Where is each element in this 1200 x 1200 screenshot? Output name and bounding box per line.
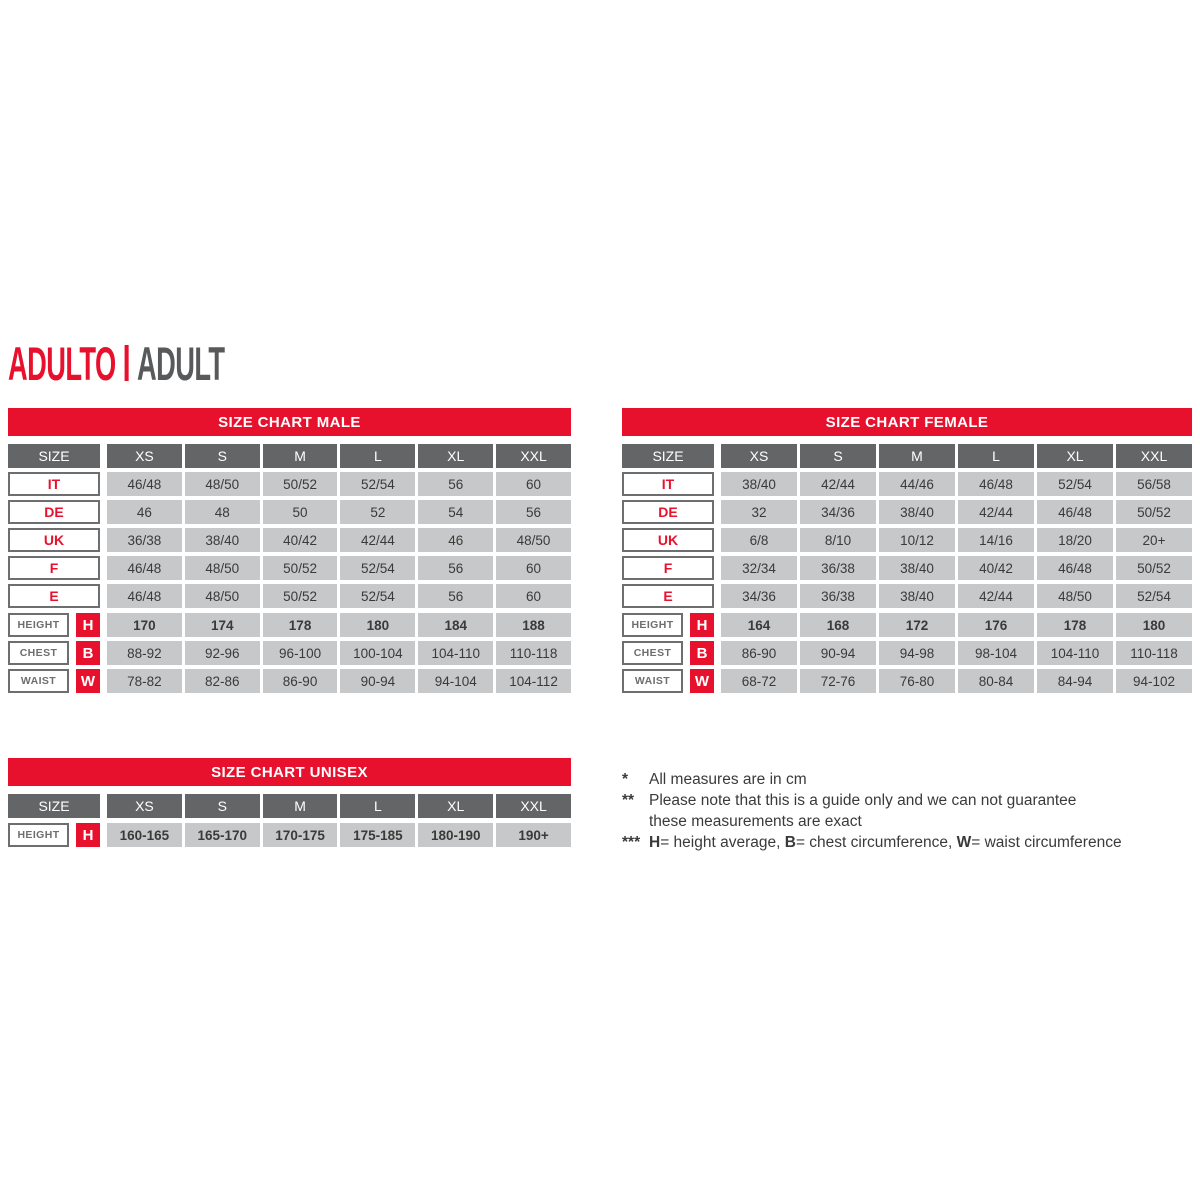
column-header-m: M bbox=[879, 444, 955, 468]
column-header-xl: XL bbox=[1037, 444, 1113, 468]
measure-row-height bbox=[622, 613, 1192, 637]
size-value: 48/50 bbox=[185, 584, 260, 608]
measure-row-values bbox=[107, 823, 571, 847]
footnote-line: these measurements are exact bbox=[649, 813, 862, 830]
measure-value: 100-104 bbox=[340, 641, 415, 665]
measure-value: 94-102 bbox=[1116, 669, 1192, 693]
measure-value: 98-104 bbox=[958, 641, 1034, 665]
size-row-de bbox=[622, 500, 1192, 524]
size-row-uk bbox=[8, 528, 571, 552]
size-value: 38/40 bbox=[879, 500, 955, 524]
measure-value: 90-94 bbox=[800, 641, 876, 665]
measure-value: 174 bbox=[185, 613, 260, 637]
column-header-xs: XS bbox=[721, 444, 797, 468]
size-value: 36/38 bbox=[800, 556, 876, 580]
measure-value: 72-76 bbox=[800, 669, 876, 693]
size-value: 52/54 bbox=[340, 472, 415, 496]
column-header-l: L bbox=[340, 794, 415, 818]
measure-label-height: HEIGHT bbox=[8, 613, 69, 637]
size-value: 56 bbox=[496, 500, 571, 524]
footnote-marker: *** bbox=[622, 834, 641, 851]
measure-value: 110-118 bbox=[1116, 641, 1192, 665]
size-value: 38/40 bbox=[879, 584, 955, 608]
measure-value: 96-100 bbox=[263, 641, 338, 665]
size-value: 40/42 bbox=[263, 528, 338, 552]
measure-badge-h: H bbox=[76, 613, 100, 637]
footnote-item bbox=[622, 790, 1200, 832]
row-label-e: E bbox=[8, 584, 100, 608]
size-chart-unisex-table bbox=[8, 758, 571, 851]
row-label-it: IT bbox=[622, 472, 714, 496]
measure-value: 164 bbox=[721, 613, 797, 637]
size-row-values bbox=[721, 556, 1192, 580]
column-header-size: SIZE bbox=[622, 444, 714, 468]
page-title bbox=[8, 336, 225, 390]
footnote-item bbox=[622, 832, 1200, 853]
measure-value: 168 bbox=[800, 613, 876, 637]
size-value: 48 bbox=[185, 500, 260, 524]
measure-badge-h: H bbox=[690, 613, 714, 637]
size-value: 50/52 bbox=[263, 584, 338, 608]
size-chart-male-table bbox=[8, 408, 571, 697]
size-value: 46/48 bbox=[1037, 556, 1113, 580]
size-row-e bbox=[8, 584, 571, 608]
size-row-values bbox=[721, 584, 1192, 608]
row-label-it: IT bbox=[8, 472, 100, 496]
size-value: 50/52 bbox=[263, 556, 338, 580]
measure-row-chest bbox=[622, 641, 1192, 665]
size-row-f bbox=[622, 556, 1192, 580]
footnote-line: All measures are in cm bbox=[649, 771, 807, 788]
measure-row-values bbox=[721, 669, 1192, 693]
measure-value: 78-82 bbox=[107, 669, 182, 693]
size-value: 46/48 bbox=[107, 556, 182, 580]
measure-label-waist: WAIST bbox=[622, 669, 683, 693]
size-value: 38/40 bbox=[185, 528, 260, 552]
row-label-de: DE bbox=[622, 500, 714, 524]
column-header-m: M bbox=[263, 444, 338, 468]
row-label-e: E bbox=[622, 584, 714, 608]
measure-value: 86-90 bbox=[263, 669, 338, 693]
size-value: 56 bbox=[418, 556, 493, 580]
measure-value: 94-104 bbox=[418, 669, 493, 693]
size-value: 60 bbox=[496, 472, 571, 496]
table-title: SIZE CHART FEMALE bbox=[622, 408, 1192, 436]
row-label-f: F bbox=[8, 556, 100, 580]
measure-label-chest: CHEST bbox=[8, 641, 69, 665]
footnote-line: Please note that this is a guide only and we can not guarantee bbox=[649, 792, 1077, 809]
size-value: 52 bbox=[340, 500, 415, 524]
size-value: 38/40 bbox=[879, 556, 955, 580]
measure-value: 160-165 bbox=[107, 823, 182, 847]
size-value: 10/12 bbox=[879, 528, 955, 552]
column-header-xxl: XXL bbox=[496, 444, 571, 468]
size-value: 46/48 bbox=[1037, 500, 1113, 524]
measure-label-chest: CHEST bbox=[622, 641, 683, 665]
measure-badge-b: B bbox=[76, 641, 100, 665]
measure-label-height: HEIGHT bbox=[8, 823, 69, 847]
size-value: 52/54 bbox=[340, 556, 415, 580]
size-value: 48/50 bbox=[1037, 584, 1113, 608]
size-value: 14/16 bbox=[958, 528, 1034, 552]
size-value: 60 bbox=[496, 556, 571, 580]
measure-value: 86-90 bbox=[721, 641, 797, 665]
size-row-values bbox=[107, 500, 571, 524]
size-value: 40/42 bbox=[958, 556, 1034, 580]
measure-badge-b: B bbox=[690, 641, 714, 665]
measure-value: 76-80 bbox=[879, 669, 955, 693]
measure-row-values bbox=[107, 613, 571, 637]
measure-value: 176 bbox=[958, 613, 1034, 637]
size-row-values bbox=[107, 472, 571, 496]
column-header-m: M bbox=[263, 794, 338, 818]
size-value: 50 bbox=[263, 500, 338, 524]
column-header-l: L bbox=[958, 444, 1034, 468]
column-header-xxl: XXL bbox=[496, 794, 571, 818]
measures-section bbox=[8, 613, 571, 693]
header-row bbox=[8, 444, 571, 468]
measure-value: 104-110 bbox=[418, 641, 493, 665]
row-label-uk: UK bbox=[622, 528, 714, 552]
measure-value: 188 bbox=[496, 613, 571, 637]
column-header-s: S bbox=[185, 794, 260, 818]
measure-value: 94-98 bbox=[879, 641, 955, 665]
measure-label-waist: WAIST bbox=[8, 669, 69, 693]
size-value: 42/44 bbox=[800, 472, 876, 496]
page-title-primary: ADULTO bbox=[8, 336, 116, 390]
measure-value: 180-190 bbox=[418, 823, 493, 847]
footnotes bbox=[622, 769, 1200, 853]
table-title: SIZE CHART UNISEX bbox=[8, 758, 571, 786]
size-value: 46/48 bbox=[107, 472, 182, 496]
size-value: 8/10 bbox=[800, 528, 876, 552]
footnote-text bbox=[649, 832, 1200, 853]
column-header-l: L bbox=[340, 444, 415, 468]
measure-value: 84-94 bbox=[1037, 669, 1113, 693]
size-row-it bbox=[8, 472, 571, 496]
size-value: 50/52 bbox=[1116, 500, 1192, 524]
row-label-de: DE bbox=[8, 500, 100, 524]
size-value: 52/54 bbox=[1037, 472, 1113, 496]
measure-row-waist bbox=[8, 669, 571, 693]
size-row-values bbox=[107, 556, 571, 580]
measure-label-height: HEIGHT bbox=[622, 613, 683, 637]
measure-value: 178 bbox=[263, 613, 338, 637]
measures-section bbox=[8, 823, 571, 847]
column-header-s: S bbox=[185, 444, 260, 468]
header-row bbox=[622, 444, 1192, 468]
column-header-xxl: XXL bbox=[1116, 444, 1192, 468]
measure-value: 180 bbox=[1116, 613, 1192, 637]
size-value: 38/40 bbox=[721, 472, 797, 496]
measure-value: 165-170 bbox=[185, 823, 260, 847]
footnote-marker: * bbox=[622, 771, 629, 788]
column-header-xl: XL bbox=[418, 444, 493, 468]
size-row-values bbox=[721, 528, 1192, 552]
measure-value: 104-110 bbox=[1037, 641, 1113, 665]
size-value: 48/50 bbox=[185, 472, 260, 496]
header-cells bbox=[107, 794, 571, 818]
measure-value: 92-96 bbox=[185, 641, 260, 665]
measure-value: 88-92 bbox=[107, 641, 182, 665]
size-value: 52/54 bbox=[340, 584, 415, 608]
column-header-xl: XL bbox=[418, 794, 493, 818]
column-header-s: S bbox=[800, 444, 876, 468]
header-cells bbox=[107, 444, 571, 468]
size-value: 34/36 bbox=[800, 500, 876, 524]
size-value: 36/38 bbox=[107, 528, 182, 552]
size-value: 56/58 bbox=[1116, 472, 1192, 496]
measure-value: 184 bbox=[418, 613, 493, 637]
title-divider-bar bbox=[125, 345, 129, 381]
measure-value: 90-94 bbox=[340, 669, 415, 693]
measure-value: 104-112 bbox=[496, 669, 571, 693]
size-value: 56 bbox=[418, 584, 493, 608]
measure-badge-h: H bbox=[76, 823, 100, 847]
size-row-values bbox=[721, 472, 1192, 496]
size-row-f bbox=[8, 556, 571, 580]
measure-badge-w: W bbox=[690, 669, 714, 693]
measure-badge-w: W bbox=[76, 669, 100, 693]
size-value: 42/44 bbox=[958, 584, 1034, 608]
size-value: 6/8 bbox=[721, 528, 797, 552]
size-row-values bbox=[107, 528, 571, 552]
measure-value: 80-84 bbox=[958, 669, 1034, 693]
page-title-secondary: ADULT bbox=[137, 336, 225, 390]
measure-value: 178 bbox=[1037, 613, 1113, 637]
size-value: 42/44 bbox=[340, 528, 415, 552]
measure-value: 82-86 bbox=[185, 669, 260, 693]
size-row-values bbox=[721, 500, 1192, 524]
measure-row-height bbox=[8, 613, 571, 637]
size-value: 48/50 bbox=[185, 556, 260, 580]
measure-row-values bbox=[107, 641, 571, 665]
size-value: 46 bbox=[418, 528, 493, 552]
size-value: 46/48 bbox=[958, 472, 1034, 496]
footnote-item bbox=[622, 769, 1200, 790]
size-value: 52/54 bbox=[1116, 584, 1192, 608]
footnote-marker: ** bbox=[622, 792, 635, 809]
size-value: 20+ bbox=[1116, 528, 1192, 552]
size-value: 54 bbox=[418, 500, 493, 524]
footnote-text bbox=[649, 790, 1200, 832]
size-value: 50/52 bbox=[263, 472, 338, 496]
size-value: 46/48 bbox=[107, 584, 182, 608]
column-header-xs: XS bbox=[107, 794, 182, 818]
header-cells bbox=[721, 444, 1192, 468]
size-value: 46 bbox=[107, 500, 182, 524]
size-row-it bbox=[622, 472, 1192, 496]
row-label-f: F bbox=[622, 556, 714, 580]
column-header-xs: XS bbox=[107, 444, 182, 468]
measure-row-height bbox=[8, 823, 571, 847]
header-row bbox=[8, 794, 571, 818]
size-row-values bbox=[107, 584, 571, 608]
size-value: 32 bbox=[721, 500, 797, 524]
measure-value: 68-72 bbox=[721, 669, 797, 693]
measure-row-values bbox=[721, 641, 1192, 665]
measure-row-values bbox=[721, 613, 1192, 637]
measure-row-values bbox=[107, 669, 571, 693]
measure-value: 180 bbox=[340, 613, 415, 637]
size-value: 56 bbox=[418, 472, 493, 496]
size-row-e bbox=[622, 584, 1192, 608]
measure-row-chest bbox=[8, 641, 571, 665]
footnote-text bbox=[649, 769, 1200, 790]
measure-value: 190+ bbox=[496, 823, 571, 847]
measure-value: 110-118 bbox=[496, 641, 571, 665]
size-value: 32/34 bbox=[721, 556, 797, 580]
size-value: 44/46 bbox=[879, 472, 955, 496]
size-value: 50/52 bbox=[1116, 556, 1192, 580]
table-title: SIZE CHART MALE bbox=[8, 408, 571, 436]
measure-value: 170-175 bbox=[263, 823, 338, 847]
size-value: 34/36 bbox=[721, 584, 797, 608]
size-value: 60 bbox=[496, 584, 571, 608]
measure-value: 175-185 bbox=[340, 823, 415, 847]
measure-value: 172 bbox=[879, 613, 955, 637]
footnote-line: H= height average, B= chest circumference, W= waist circumference bbox=[649, 834, 1122, 851]
size-value: 18/20 bbox=[1037, 528, 1113, 552]
row-label-uk: UK bbox=[8, 528, 100, 552]
size-row-de bbox=[8, 500, 571, 524]
size-value: 36/38 bbox=[800, 584, 876, 608]
measures-section bbox=[622, 613, 1192, 693]
size-row-uk bbox=[622, 528, 1192, 552]
size-value: 42/44 bbox=[958, 500, 1034, 524]
size-chart-female-table bbox=[622, 408, 1192, 697]
measure-row-waist bbox=[622, 669, 1192, 693]
size-value: 48/50 bbox=[496, 528, 571, 552]
column-header-size: SIZE bbox=[8, 794, 100, 818]
measure-value: 170 bbox=[107, 613, 182, 637]
column-header-size: SIZE bbox=[8, 444, 100, 468]
